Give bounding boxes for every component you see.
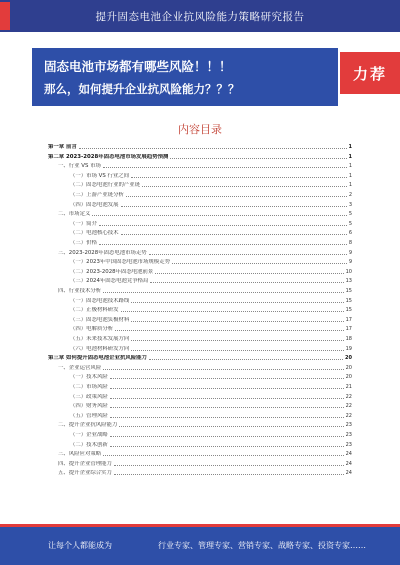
toc-entry-page: 20 — [345, 355, 352, 362]
toc-leader-dots — [131, 350, 343, 351]
toc-leader-dots — [131, 340, 343, 341]
toc-entry-title: （一）简介 — [70, 220, 97, 227]
toc-entry-title: （四）电解质分析 — [70, 326, 114, 333]
toc-entry-title: （四）固态电池发展 — [70, 201, 119, 208]
toc-entry-page: 24 — [345, 451, 352, 458]
banner-question-1: 固态电池市场都有哪些风险！！！ — [44, 59, 232, 74]
toc-entry-title: （一）固态电池技术路线 — [70, 297, 130, 304]
toc-leader-dots — [121, 234, 347, 235]
toc-leader-dots — [114, 474, 344, 475]
toc-leader-dots — [110, 417, 344, 418]
toc-entry[interactable] — [48, 391, 352, 400]
toc-entry[interactable] — [48, 467, 352, 476]
toc-leader-dots — [121, 206, 347, 207]
toc-entry-title: 一、企业运营风险 — [58, 364, 102, 371]
toc-entry-page: 5 — [348, 211, 352, 218]
toc-entry[interactable] — [48, 419, 352, 428]
toc-entry-title: 第三章 如何提升固态电池企业抗风险能力 — [48, 355, 147, 362]
toc-leader-dots — [170, 158, 346, 159]
toc-entry[interactable] — [48, 352, 352, 361]
toc-leader-dots — [121, 311, 344, 312]
toc-entry-page: 1 — [348, 172, 352, 179]
toc-entry-page: 9 — [348, 259, 352, 266]
toc-entry-page: 6 — [348, 230, 352, 237]
toc-entry-title: （二）固态电池行业的产业链 — [70, 182, 141, 189]
toc-entry-title: （三）价格 — [70, 240, 97, 246]
toc-entry-title: （五）管理风险 — [70, 412, 108, 419]
toc-entry[interactable] — [48, 247, 352, 256]
toc-leader-dots — [142, 186, 347, 187]
toc-leader-dots — [103, 369, 343, 370]
toc-entry-page: 5 — [348, 220, 352, 227]
toc-entry-page: 20 — [345, 374, 352, 381]
toc-entry-title: （一）2023年中国固态电池市场规模走势 — [70, 259, 170, 266]
question-banner — [32, 48, 338, 106]
toc-entry-title: （四）财务风险 — [70, 403, 108, 410]
toc-leader-dots — [155, 273, 343, 274]
toc-entry-page: 22 — [345, 393, 352, 400]
toc-entry-page: 10 — [345, 268, 352, 275]
toc-entry-title: （二）2023-2028年固态电池前景 — [70, 268, 154, 275]
toc-leader-dots — [131, 321, 343, 322]
toc-entry-title: 三、2023-2028年固态电池市场走势 — [58, 249, 147, 256]
toc-entry-page: 24 — [345, 460, 352, 467]
toc-entry-title: 第一章 前言 — [48, 144, 77, 150]
toc-entry-page: 9 — [348, 249, 352, 256]
toc-entry[interactable] — [48, 314, 352, 323]
toc-entry-page: 19 — [345, 345, 352, 352]
table-of-contents — [48, 141, 352, 477]
toc-leader-dots — [110, 388, 344, 389]
toc-entry[interactable] — [48, 410, 352, 419]
toc-entry-page: 17 — [345, 326, 352, 333]
toc-leader-dots — [149, 254, 347, 255]
toc-entry[interactable] — [48, 333, 352, 342]
toc-entry[interactable] — [48, 429, 352, 438]
toc-entry[interactable] — [48, 170, 352, 179]
toc-entry[interactable] — [48, 439, 352, 448]
toc-entry[interactable] — [48, 199, 352, 208]
toc-entry-title: （三）2024年固态电池竞争格局 — [70, 278, 149, 285]
toc-entry-page: 15 — [345, 307, 352, 314]
toc-entry[interactable] — [48, 256, 352, 265]
toc-entry-title: （五）未来技术发展方向 — [70, 336, 130, 342]
toc-entry-title: （三）政策风险 — [70, 393, 108, 400]
toc-entry-title: （三）上游产业链分析 — [70, 192, 124, 198]
footer-bar — [0, 524, 400, 565]
toc-entry[interactable] — [48, 343, 352, 352]
toc-entry-title: 三、风险应对策略 — [58, 451, 102, 458]
toc-leader-dots — [110, 398, 344, 399]
toc-entry-page: 17 — [345, 316, 352, 323]
toc-entry[interactable] — [48, 189, 352, 198]
toc-entry[interactable] — [48, 371, 352, 380]
toc-entry-page: 18 — [345, 336, 352, 342]
toc-entry-title: （一）市场 VS 行业之间 — [70, 172, 130, 179]
recommend-badge: 力荐 — [340, 52, 400, 94]
toc-title: 内容目录 — [178, 123, 222, 136]
toc-entry[interactable] — [48, 218, 352, 227]
toc-entry-title: （二）技术创新 — [70, 441, 108, 448]
toc-entry[interactable] — [48, 208, 352, 217]
toc-leader-dots — [131, 302, 343, 303]
footer-lead-text: 让每个人都能成为 — [48, 541, 112, 550]
toc-entry-page: 22 — [345, 403, 352, 410]
toc-entry[interactable] — [48, 179, 352, 188]
footer-accent-line — [0, 524, 400, 527]
toc-leader-dots — [79, 148, 347, 149]
toc-entry[interactable] — [48, 237, 352, 246]
toc-entry[interactable] — [48, 458, 352, 467]
toc-leader-dots — [92, 215, 346, 216]
toc-leader-dots — [150, 282, 343, 283]
toc-entry[interactable] — [48, 304, 352, 313]
toc-entry-page: 13 — [345, 278, 352, 285]
toc-entry[interactable] — [48, 160, 352, 169]
toc-entry-page: 22 — [345, 412, 352, 419]
toc-leader-dots — [103, 292, 343, 293]
toc-leader-dots — [103, 167, 347, 168]
toc-leader-dots — [110, 407, 344, 408]
toc-entry-page: 3 — [348, 201, 352, 208]
toc-entry-title: 二、市场定义 — [58, 211, 91, 218]
toc-entry-title: （一）企业战略 — [70, 432, 108, 438]
toc-entry-page: 23 — [345, 432, 352, 438]
toc-entry-title: 五、提升企业综合实力 — [58, 470, 112, 477]
toc-entry-title: 一、行业 VS 市场 — [58, 163, 101, 170]
toc-entry-page: 15 — [345, 288, 352, 294]
toc-entry[interactable] — [48, 400, 352, 409]
toc-leader-dots — [119, 426, 343, 427]
toc-entry-page: 1 — [348, 182, 352, 189]
toc-entry[interactable] — [48, 141, 352, 150]
report-title: 提升固态电池企业抗风险能力策略研究报告 — [95, 11, 305, 23]
toc-entry-page: 2 — [348, 192, 352, 198]
toc-entry[interactable] — [48, 448, 352, 457]
toc-entry[interactable] — [48, 227, 352, 236]
toc-entry[interactable] — [48, 266, 352, 275]
toc-entry-page: 1 — [348, 163, 352, 170]
toc-entry-title: 第二章 2023-2028年固态电池市场发展趋势预测 — [48, 153, 169, 160]
toc-entry-page: 23 — [345, 441, 352, 448]
toc-entry-page: 1 — [348, 153, 352, 160]
toc-leader-dots — [110, 446, 344, 447]
toc-entry-page: 23 — [345, 422, 352, 429]
toc-leader-dots — [110, 378, 344, 379]
toc-entry-page: 21 — [345, 384, 352, 390]
banner-question-2: 那么，如何提升企业抗风险能力？？？ — [44, 82, 240, 96]
toc-entry[interactable] — [48, 323, 352, 332]
toc-entry-title: （二）正极材料研发 — [70, 307, 119, 314]
toc-leader-dots — [172, 263, 347, 264]
toc-entry[interactable] — [48, 285, 352, 294]
toc-entry[interactable] — [48, 151, 352, 160]
toc-leader-dots — [115, 330, 343, 331]
toc-entry-page: 24 — [345, 470, 352, 477]
report-header — [0, 0, 400, 32]
toc-leader-dots — [103, 455, 343, 456]
toc-entry-page: 8 — [348, 240, 352, 246]
toc-leader-dots — [99, 225, 347, 226]
toc-leader-dots — [99, 244, 347, 245]
toc-entry-title: （六）电池材料研发方向 — [70, 345, 130, 352]
toc-entry[interactable] — [48, 275, 352, 284]
footer-roles-text: 行业专家、管理专家、营销专家、战略专家、投资专家…… — [158, 541, 366, 550]
toc-entry-page: 1 — [348, 144, 352, 150]
toc-entry-title: 二、提升企业抗风险能力 — [58, 422, 118, 429]
toc-entry[interactable] — [48, 381, 352, 390]
toc-entry-page: 20 — [345, 364, 352, 371]
toc-leader-dots — [131, 177, 347, 178]
toc-leader-dots — [110, 436, 344, 437]
toc-leader-dots — [149, 359, 343, 360]
toc-leader-dots — [126, 196, 347, 197]
toc-entry[interactable] — [48, 295, 352, 304]
toc-entry-title: （三）固态电池负极材料 — [70, 316, 130, 323]
toc-entry[interactable] — [48, 362, 352, 371]
toc-entry-title: （二）市场风险 — [70, 384, 108, 390]
toc-entry-title: 四、行业技术分析 — [58, 288, 102, 294]
toc-entry-title: （一）技术风险 — [70, 374, 108, 381]
toc-entry-title: 四、提升企业管理能力 — [58, 460, 112, 467]
toc-leader-dots — [114, 465, 344, 466]
toc-entry-page: 15 — [345, 297, 352, 304]
toc-entry-title: （二）电池核心技术 — [70, 230, 119, 237]
